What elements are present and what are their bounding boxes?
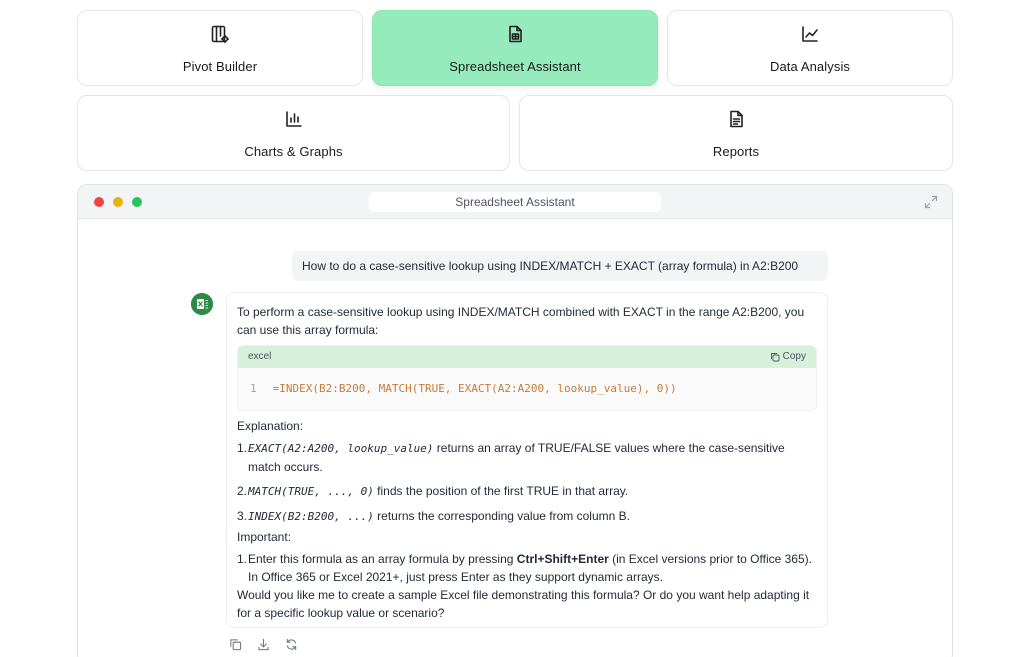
- important-list: [237, 550, 817, 586]
- copy-message-icon[interactable]: [229, 638, 243, 652]
- keyboard-shortcut: Ctrl+Shift+Enter: [516, 552, 609, 566]
- tool-card-label: Spreadsheet Assistant: [449, 58, 581, 74]
- message-actions: [229, 638, 299, 652]
- tool-card-data-analysis[interactable]: [667, 10, 953, 86]
- code-block: [237, 345, 817, 411]
- list-item: 2. MATCH(TRUE, ..., 0) finds the position of the first TRUE in that array.: [237, 484, 629, 498]
- list-item: 1. Enter this formula as an array formula by pressing Ctrl+Shift+Enter (in Excel versions prior to Office 365). In Office 365 or Excel 2021+, just press Enter as they support dynamic arrays.: [237, 552, 812, 584]
- inline-code: MATCH(TRUE, ..., 0): [248, 485, 374, 498]
- inline-code: EXACT(A2:A200, lookup_value): [248, 442, 434, 455]
- copy-label: Copy: [782, 351, 806, 362]
- code-formula: =INDEX(B2:B200, MATCH(TRUE, EXACT(A2:A200, lookup_value), 0)): [272, 382, 677, 395]
- download-icon[interactable]: [257, 638, 271, 652]
- tool-card-label: Reports: [712, 143, 760, 159]
- minimize-window-dot[interactable]: [113, 197, 123, 207]
- window-title: Spreadsheet Assistant: [369, 192, 661, 212]
- spreadsheet-file-icon: [504, 23, 526, 45]
- line-chart-icon: [799, 23, 821, 45]
- tool-card-label: Charts & Graphs: [244, 143, 343, 159]
- list-item-text: returns the corresponding value from column B.: [373, 509, 630, 523]
- tool-card-spreadsheet-assistant[interactable]: [372, 10, 658, 86]
- pivot-table-icon: [209, 23, 231, 45]
- assistant-message: [226, 292, 828, 628]
- tool-card-pivot-builder[interactable]: [77, 10, 363, 86]
- list-item-text: returns an array of TRUE/FALSE values where the case-sensitive match occurs.: [248, 441, 785, 474]
- tool-card-charts-graphs[interactable]: [77, 95, 510, 171]
- code-body: [238, 368, 816, 410]
- important-heading: Important:: [237, 530, 292, 544]
- list-item: 1. EXACT(A2:A200, lookup_value) returns an array of TRUE/FALSE values where the case-sensitive match occurs.: [237, 441, 785, 474]
- explanation-heading: Explanation:: [237, 419, 304, 433]
- assistant-intro: To perform a case-sensitive lookup using INDEX/MATCH combined with EXACT in the range A2:B200, you can use this array formula:: [237, 305, 805, 337]
- inline-code: INDEX(B2:B200, ...): [248, 510, 374, 523]
- regenerate-icon[interactable]: [285, 638, 299, 652]
- bar-chart-icon: [283, 108, 305, 130]
- copy-icon: [770, 352, 780, 362]
- list-item: 3. INDEX(B2:B200, ...) returns the corresponding value from column B.: [237, 509, 630, 523]
- explanation-list: [237, 439, 817, 526]
- assistant-window: [77, 184, 953, 657]
- close-window-dot[interactable]: [94, 197, 104, 207]
- tool-card-label: Pivot Builder: [182, 58, 258, 74]
- tool-card-label: Data Analysis: [769, 58, 851, 74]
- window-titlebar: [78, 185, 952, 219]
- document-icon: [725, 108, 747, 130]
- assistant-avatar: [191, 293, 213, 315]
- user-message: How to do a case-sensitive lookup using INDEX/MATCH + EXACT (array formula) in A2:B200: [292, 251, 828, 281]
- assistant-closing: Would you like me to create a sample Excel file demonstrating this formula? Or do you want help adapting it for a specific lookup value or scenario?: [237, 588, 810, 620]
- code-line-number: 1: [250, 382, 257, 395]
- code-header: [238, 346, 816, 368]
- copy-button[interactable]: [770, 348, 806, 366]
- tool-card-reports[interactable]: [519, 95, 953, 171]
- expand-icon[interactable]: [924, 195, 938, 209]
- maximize-window-dot[interactable]: [132, 197, 142, 207]
- code-language: excel: [248, 351, 272, 362]
- list-item-text: finds the position of the first TRUE in that array.: [373, 484, 629, 498]
